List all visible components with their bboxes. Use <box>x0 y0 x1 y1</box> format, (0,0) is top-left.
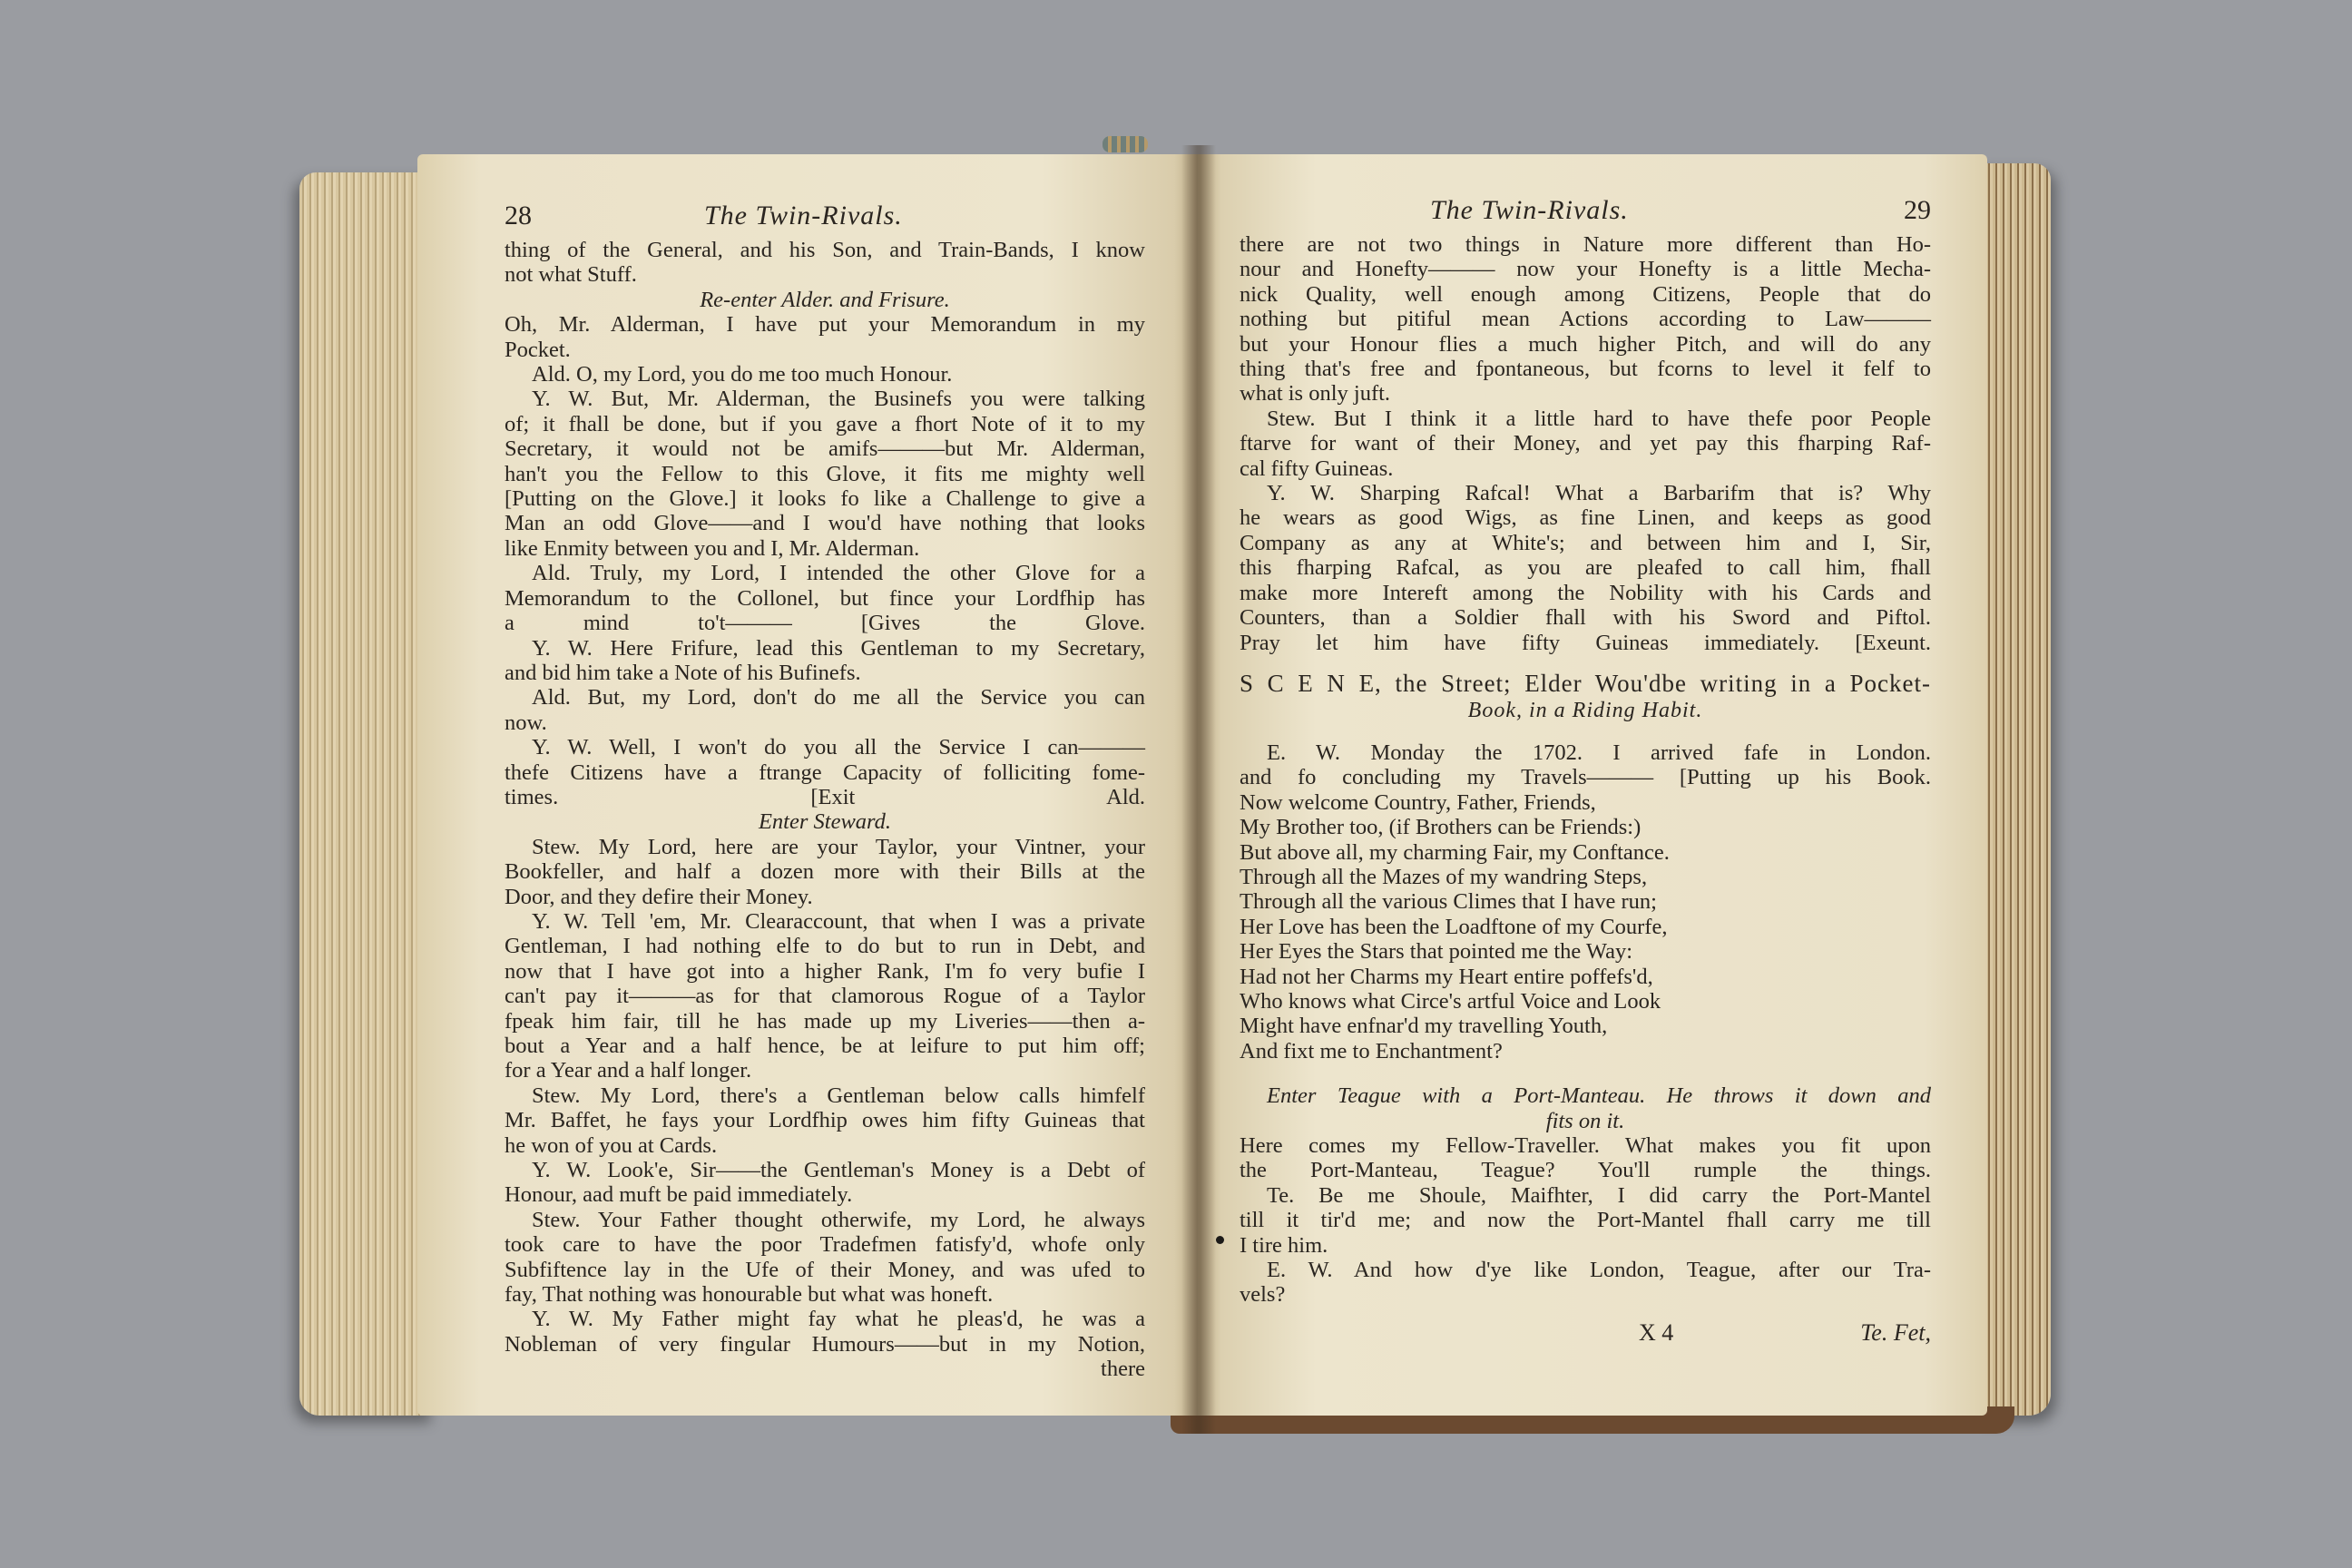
book-gutter <box>1181 145 1216 1434</box>
text-line: Te. Be me Shoule, Maifhter, I did carry the Port-Mantel <box>1267 1182 1931 1208</box>
text-line: vels? <box>1240 1282 1286 1308</box>
text-line: can't pay it———as for that clamorous Rogue of a Taylor <box>505 984 1145 1009</box>
text-line: now that I have got into a higher Rank, I'm fo very bufie I <box>505 958 1145 984</box>
scene-heading: S C E N E, the Street; Elder Wou'dbe writing in a Pocket- Book, in a Riding Habit. <box>1240 669 1931 722</box>
text-line: Here comes my Fellow-Traveller. What makes you fit upon <box>1240 1133 1931 1158</box>
text-line: ftarve for want of their Money, and yet pay this fharping Raf- <box>1240 431 1931 456</box>
page-edges-right <box>1978 163 2051 1416</box>
running-title: The Twin-Rivals. <box>704 201 903 230</box>
text-line: Nobleman of very fingular Humours——but in my Notion, <box>505 1331 1145 1357</box>
text-line: Y. W. My Father might fay what he pleas'd, he was a <box>532 1307 1145 1332</box>
text-line: took care to have the poor Tradefmen fatisfy'd, whofe only <box>505 1232 1145 1258</box>
text-line: Pocket. <box>505 337 571 362</box>
text-line: Gentleman, I had nothing elfe to do but to run in Debt, and <box>505 934 1145 959</box>
text-line: times. [Exit Ald. <box>505 784 1145 809</box>
text-line: Her Love has been the Loadftone of my Courfe, <box>1240 914 1668 939</box>
text-line: of; it fhall be done, but if you gave a fhort Note of it to my <box>505 411 1145 436</box>
text-line: Secretary, it would not be amifs———but Mr. Alderman, <box>505 436 1145 462</box>
text-line: thefe Citizens have a ftrange Capacity of folliciting fome- <box>505 760 1145 785</box>
right-body-upper <box>1240 232 1931 655</box>
text-line: Had not her Charms my Heart entire poffefs'd, <box>1240 964 1653 989</box>
text-line: Subfiftence lay in the Ufe of their Money, and was ufed to <box>505 1257 1145 1282</box>
page-edges-left <box>299 172 436 1416</box>
text-line: Re-enter Alder. and Frisure. <box>700 287 950 312</box>
text-line: nour and Honefty——— now your Honefty is a little Mecha- <box>1240 257 1931 282</box>
text-line: E. W. And how d'ye like London, Teague, after our Tra- <box>1267 1258 1931 1283</box>
text-line: nick Quality, well enough among Citizens, People that do <box>1240 281 1931 307</box>
text-line: bout a Year and a half hence, be at leifure to put him off; <box>505 1034 1145 1058</box>
text-line: Y. W. Sharping Rafcal! What a Barbarifm that is? Why <box>1267 481 1931 506</box>
text-line: fay, That nothing was honourable but what was honeft. <box>505 1282 994 1308</box>
left-body <box>505 238 1145 1357</box>
text-line: But above all, my charming Fair, my Conftance. <box>1240 839 1670 865</box>
binding-hole <box>1216 1236 1224 1244</box>
text-line: now. <box>505 710 547 735</box>
text-line: I tire him. <box>1240 1232 1328 1258</box>
text-line: Stew. My Lord, there's a Gentleman below calls himfelf <box>532 1083 1145 1108</box>
text-line: Might have enfnar'd my travelling Youth, <box>1240 1014 1608 1039</box>
text-line: Y. W. Tell 'em, Mr. Clearaccount, that when I was a private <box>532 908 1145 934</box>
text-line: Y. W. But, Mr. Alderman, the Businefs you were talking <box>532 387 1145 412</box>
text-line: nothing but pitiful mean Actions according to Law——— <box>1240 307 1931 332</box>
text-line: Honour, aad muft be paid immediately. <box>505 1182 853 1208</box>
running-title: The Twin-Rivals. <box>1430 195 1629 225</box>
text-line: Y. W. Look'e, Sir——the Gentleman's Money is a Debt of <box>532 1158 1145 1183</box>
text-line: thing that's free and fpontaneous, but fcorns to level it felf to <box>1240 357 1931 382</box>
text-line: Bookfeller, and half a dozen more with their Bills at the <box>505 859 1145 885</box>
text-line: han't you the Fellow to this Glove, it fits me mighty well <box>505 461 1145 486</box>
text-line: Y. W. Here Frifure, lead this Gentleman to my Secretary, <box>532 635 1145 661</box>
text-line: Y. W. Well, I won't do you all the Service I can——— <box>532 735 1145 760</box>
text-line: Now welcome Country, Father, Friends, <box>1240 789 1596 815</box>
text-line: Who knows what Circe's artful Voice and Look <box>1240 988 1661 1014</box>
text-line: like Enmity between you and I, Mr. Alderman. <box>505 535 920 561</box>
text-line: Pray let him have fifty Guineas immediately. [Exeunt. <box>1240 630 1931 655</box>
catchword: there <box>1101 1357 1145 1382</box>
text-line: he won of you at Cards. <box>505 1132 718 1158</box>
text-line: he wears as good Wigs, as fine Linen, and keeps as good <box>1240 505 1931 531</box>
text-line: Through all the Mazes of my wandring Steps, <box>1240 864 1648 889</box>
text-line: till it tir'd me; and now the Port-Mantel fhall carry me till <box>1240 1208 1931 1233</box>
text-line: Through all the various Climes that I have run; <box>1240 889 1657 915</box>
page-footer <box>1240 1320 1931 1357</box>
text-line: Enter Steward. <box>758 809 892 835</box>
text-line: Ald. Truly, my Lord, I intended the other Glove for a <box>532 561 1145 586</box>
text-line: Counters, than a Soldier fhall with his Sword and Piftol. <box>1240 605 1931 631</box>
text-line: Stew. Your Father thought otherwife, my Lord, he always <box>532 1207 1145 1232</box>
text-line: what is only juft. <box>1240 381 1391 407</box>
text-line: Stew. My Lord, here are your Taylor, your Vintner, your <box>532 834 1145 859</box>
signature-mark: X 4 <box>1639 1318 1674 1346</box>
open-book <box>299 136 2051 1443</box>
right-running-head <box>1240 195 1931 230</box>
text-line: a mind to't——— [Gives the Glove. <box>505 611 1145 636</box>
text-line: not what Stuff. <box>505 262 637 288</box>
page-number: 28 <box>505 201 532 230</box>
left-page <box>417 154 1198 1416</box>
text-line: Stew. But I think it a little hard to have thefe poor People <box>1267 406 1931 431</box>
right-page <box>1198 154 1987 1416</box>
headband <box>1102 136 1148 152</box>
text-line: make more Intereft among the Nobility with his Cards and <box>1240 580 1931 605</box>
verse-passage <box>1240 790 1931 1063</box>
text-line: Oh, Mr. Alderman, I have put your Memorandum in my <box>505 312 1145 338</box>
text-line: Memorandum to the Collonel, but fince your Lordfhip has <box>505 585 1145 611</box>
text-line: fpeak him fair, till he has made up my Liveries——then a- <box>505 1008 1145 1034</box>
text-line: this fharping Rafcal, as you are pleafed to call him, fhall <box>1240 555 1931 581</box>
text-line: thing of the General, and his Son, and Train-Bands, I know <box>505 238 1145 262</box>
text-line: cal fifty Guineas. <box>1240 456 1394 481</box>
text-line: and bid him take a Note of his Bufinefs. <box>505 660 861 685</box>
text-line: And fixt me to Enchantment? <box>1240 1038 1503 1063</box>
text-line: Man an odd Glove——and I wou'd have nothing that looks <box>505 511 1145 536</box>
text-line: Door, and they defire their Money. <box>505 884 813 909</box>
stage-direction: Enter Teague with a Port-Manteau. He throws it down and fits on it. <box>1267 1083 1931 1133</box>
right-body-lower <box>1240 1133 1931 1308</box>
catchword: Te. Fet, <box>1860 1318 1931 1346</box>
text-line: Ald. But, my Lord, don't do me all the Service you can <box>532 685 1145 710</box>
text-line: there are not two things in Nature more different than Ho- <box>1240 232 1931 257</box>
text-line: Her Eyes the Stars that pointed me the Way: <box>1240 939 1633 965</box>
text-line: the Port-Manteau, Teague? You'll rumple the things. <box>1240 1158 1931 1183</box>
text-line: Mr. Baffet, he fays your Lordfhip owes him fifty Guineas that <box>505 1108 1145 1133</box>
text-line: Ald. O, my Lord, you do me too much Honour. <box>532 362 953 387</box>
left-page-text <box>417 154 1198 1416</box>
page-number: 29 <box>1904 195 1931 225</box>
text-line: for a Year and a half longer. <box>505 1058 752 1083</box>
left-running-head <box>505 203 1145 236</box>
text-line: but your Honour flies a much higher Pitch, and will do any <box>1240 331 1931 357</box>
right-page-text <box>1198 154 1987 1416</box>
text-line: My Brother too, (if Brothers can be Friends:) <box>1240 815 1642 840</box>
entry-note: E. W. Monday the 1702. I arrived fafe in London. and fo concluding my Travels——— [Putting up his Book. <box>1240 740 1931 790</box>
text-line: Company as any at White's; and between him and I, Sir, <box>1240 530 1931 555</box>
text-line: [Putting on the Glove.] it looks fo like a Challenge to give a <box>505 486 1145 512</box>
